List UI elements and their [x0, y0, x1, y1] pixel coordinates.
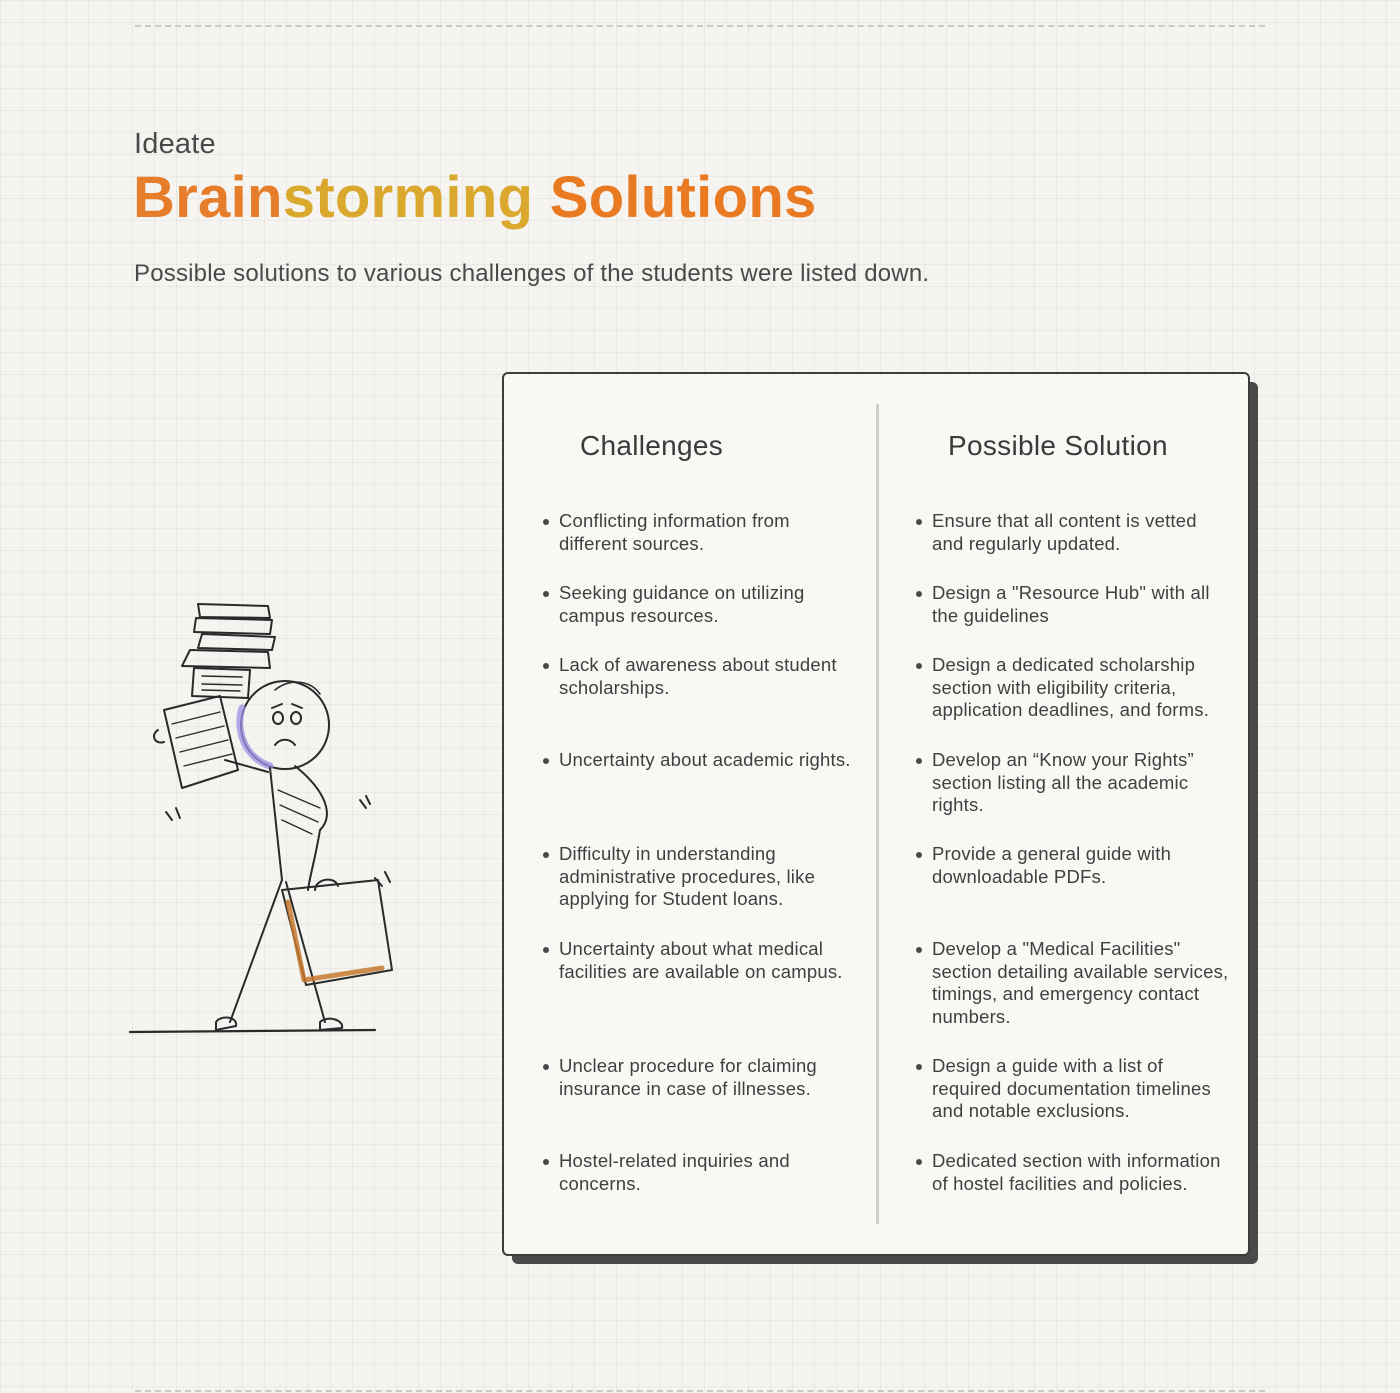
bullet-icon	[916, 663, 922, 669]
column-divider	[876, 404, 879, 1224]
bullet-icon	[916, 591, 922, 597]
bullet-icon	[916, 947, 922, 953]
solution-item	[932, 582, 1232, 627]
bullet-icon	[543, 758, 549, 764]
solution-text: Provide a general guide with downloadable PDFs.	[932, 843, 1172, 887]
solution-item	[932, 1150, 1232, 1195]
challenge-item	[559, 510, 859, 555]
solution-text: Design a "Resource Hub" with all the guidelines	[932, 582, 1210, 626]
bullet-icon	[543, 519, 549, 525]
challenges-heading: Challenges	[580, 430, 724, 461]
page-subtitle: Possible solutions to various challenges of the students were listed down.	[134, 260, 930, 287]
challenge-item	[559, 938, 859, 983]
bullet-icon	[543, 947, 549, 953]
solution-text: Design a dedicated scholarship section with eligibility criteria, application deadlines, and forms.	[932, 654, 1210, 721]
challenge-item	[559, 582, 859, 627]
challenge-text: Hostel-related inquiries and concerns.	[559, 1150, 790, 1194]
bullet-icon	[916, 519, 922, 525]
challenge-text: Unclear procedure for claiming insurance in case of illnesses.	[559, 1055, 817, 1099]
bullet-icon	[543, 1064, 549, 1070]
challenge-item	[559, 1150, 859, 1195]
section-eyebrow: Ideate	[134, 128, 216, 160]
solution-text: Ensure that all content is vetted and regularly updated.	[932, 510, 1197, 554]
bullet-icon	[916, 1159, 922, 1165]
challenge-item	[559, 843, 859, 911]
challenges-solutions-card	[502, 372, 1250, 1256]
title-word-1	[133, 165, 533, 230]
solution-text: Develop an “Know your Rights” section listing all the academic rights.	[932, 749, 1194, 816]
bullet-icon	[543, 663, 549, 669]
page-title	[133, 166, 817, 230]
solution-item	[932, 843, 1232, 888]
challenge-text: Difficulty in understanding administrative procedures, like applying for Student loans.	[559, 843, 816, 910]
bullet-icon	[916, 852, 922, 858]
bullet-icon	[543, 591, 549, 597]
bullet-icon	[916, 758, 922, 764]
challenge-text: Uncertainty about what medical facilities are available on campus.	[559, 938, 843, 982]
bottom-dashed-divider	[135, 1390, 1265, 1392]
solution-item	[932, 749, 1232, 817]
stressed-student-illustration-icon	[120, 590, 410, 1040]
bullet-icon	[543, 852, 549, 858]
solution-item	[932, 654, 1232, 722]
challenge-text: Uncertainty about academic rights.	[559, 749, 851, 770]
title-word-1-b: storming	[282, 165, 534, 230]
top-dashed-divider	[135, 25, 1265, 27]
title-word-2: Solutions	[549, 165, 817, 230]
solution-item	[932, 1055, 1232, 1123]
solution-item	[932, 938, 1232, 1028]
solution-text: Develop a "Medical Facilities" section detailing available services, timings, and emergency contact numbers.	[932, 938, 1229, 1027]
challenge-item	[559, 654, 859, 699]
bullet-icon	[916, 1064, 922, 1070]
challenge-item	[559, 749, 859, 772]
challenge-text: Seeking guidance on utilizing campus resources.	[559, 582, 805, 626]
solution-text: Dedicated section with information of hostel facilities and policies.	[932, 1150, 1221, 1194]
title-word-1-a: Brain	[133, 165, 283, 230]
challenge-text: Lack of awareness about student scholarships.	[559, 654, 837, 698]
solution-text: Design a guide with a list of required documentation timelines and notable exclusions.	[932, 1055, 1211, 1122]
bullet-icon	[543, 1159, 549, 1165]
challenge-item	[559, 1055, 859, 1100]
challenge-text: Conflicting information from different sources.	[559, 510, 790, 554]
solution-item	[932, 510, 1232, 555]
solutions-heading: Possible Solution	[948, 430, 1168, 461]
